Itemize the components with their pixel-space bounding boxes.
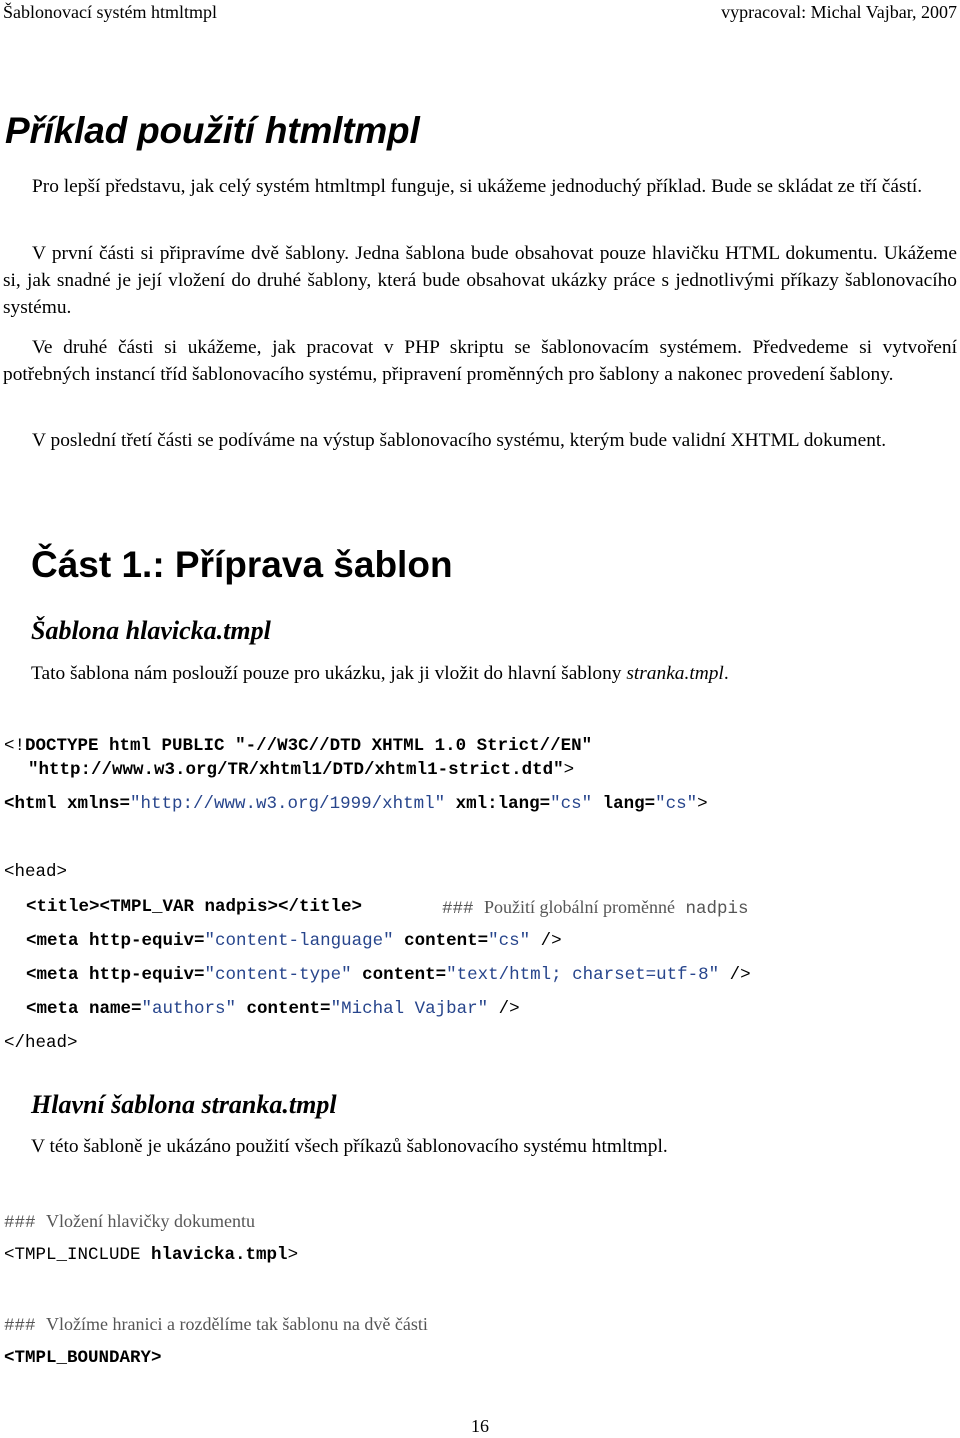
code-tmpl-include: <TMPL_INCLUDE hlavicka.tmpl> [4,1245,299,1265]
code-meta-language: <meta http-equiv="content-language" content="cs" /> [26,931,562,951]
code-comment-boundary: ### Vložíme hranici a rozdělíme tak šablonu na dvě části [4,1314,428,1336]
code-tmpl-boundary: <TMPL_BOUNDARY> [4,1348,162,1368]
paragraph-part-one: V první části si připravíme dvě šablony. Jedna šablona bude obsahovat pouze hlavičku HTML dokumentu. Ukážeme si, jak snadné je její vložení do druhé šablony, která bude obsahovat ukázky práce s jednotlivými příkazy šablonovacího systému. [3,243,957,318]
code-doctype: <!DOCTYPE html PUBLIC "-//W3C//DTD XHTML 1.0 Strict//EN" [4,736,593,756]
section-heading: Část 1.: Příprava šablon [31,544,453,585]
code-comment-include: ### Vložení hlavičky dokumentu [4,1211,255,1233]
header-author: vypracoval: Michal Vajbar, 2007 [721,2,957,22]
code-html-open: <html xmlns="http://www.w3.org/1999/xhtml" xml:lang="cs" lang="cs"> [4,794,708,814]
paragraph-part-three: V poslední třetí části se podíváme na výstup šablonovacího systému, kterým bude validní XHTML dokument. [32,430,887,451]
filename-ref: stranka.tmpl [626,663,724,684]
code-doctype-url: "http://www.w3.org/TR/xhtml1/DTD/xhtml1-strict.dtd"> [28,760,575,780]
code-head-open: <head> [4,862,68,882]
paragraph-part-two: Ve druhé části si ukážeme, jak pracovat v PHP skriptu se šablonovacím systémem. Předvedeme si vytvoření potřebných instancí tříd šablonovacího systému, připravení proměnných pro šablony a nakonec provedení šablony. [3,337,957,385]
page-number: 16 [471,1416,489,1436]
code-meta-authors: <meta name="authors" content="Michal Vajbar" /> [26,999,520,1019]
header-doc-title: Šablonovací systém htmltmpl [3,2,217,22]
paragraph-intro: Pro lepší představu, jak celý systém htmltmpl funguje, si ukážeme jednoduchý příklad. Bude se skládat ze tří částí. [32,176,923,197]
code-meta-content-type: <meta http-equiv="content-type" content="text/html; charset=utf-8" /> [26,965,751,985]
code-head-close: </head> [4,1033,78,1053]
page-title: Příklad použití htmltmpl [5,110,420,151]
code-title-line: <title><TMPL_VAR nadpis></title> [26,897,363,917]
code-title-comment: ### Použití globální proměnné nadpis [442,897,749,919]
subsection-intro-hlavicka: Tato šablona nám poslouží pouze pro ukázku, jak ji vložit do hlavní šablony stranka.tmpl. [31,663,729,684]
subsection-heading-hlavicka: Šablona hlavicka.tmpl [31,616,271,645]
subsection-intro-stranka: V této šabloně je ukázáno použití všech příkazů šablonovacího systému htmltmpl. [31,1136,668,1157]
subsection-heading-stranka: Hlavní šablona stranka.tmpl [31,1090,337,1119]
page-header [3,0,957,24]
